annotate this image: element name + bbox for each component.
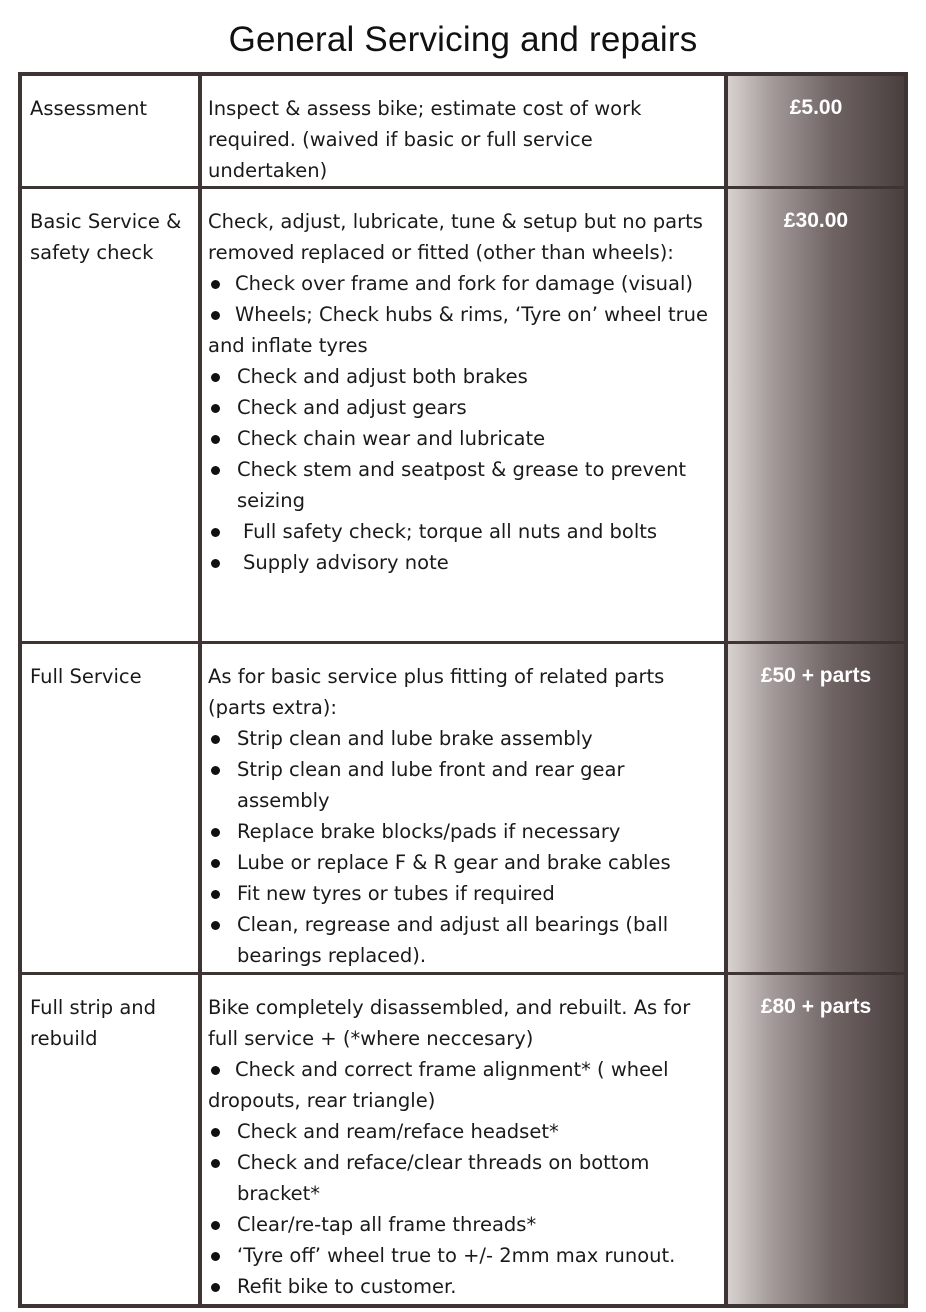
list-item: Check and reface/clear threads on bottom bracket* (208, 1147, 718, 1209)
list-item: Wheels; Check hubs & rims, ‘Tyre on’ wheel true and inflate tyres (208, 299, 718, 361)
list-item: Full safety check; torque all nuts and bolts (208, 516, 718, 547)
service-intro: As for basic service plus fitting of related parts (parts extra): (208, 665, 665, 719)
service-intro: Check, adjust, lubricate, tune & setup but no parts removed replaced or fitted (other than wheels): (208, 210, 703, 264)
service-price: £30.00 (728, 189, 904, 641)
list-item: Check stem and seatpost & grease to prevent seizing (208, 454, 718, 516)
list-item: Check over frame and fork for damage (visual) (208, 268, 718, 299)
list-item: ‘Tyre off’ wheel true to +/- 2mm max runout. (208, 1240, 718, 1271)
service-price: £5.00 (728, 76, 904, 186)
service-description (202, 975, 724, 1304)
list-item: Strip clean and lube front and rear gear assembly (208, 754, 718, 816)
list-item: Lube or replace F & R gear and brake cables (208, 847, 718, 878)
service-price-table (18, 72, 908, 1308)
list-item: Check and ream/reface headset* (208, 1116, 718, 1147)
list-item: Strip clean and lube brake assembly (208, 723, 718, 754)
list-item: Check and correct frame alignment* ( wheel dropouts, rear triangle) (208, 1054, 718, 1116)
service-intro: Bike completely disassembled, and rebuilt. As for full service + (*where neccesary) (208, 996, 691, 1050)
table-row (18, 644, 908, 972)
list-item: Clean, regrease and adjust all bearings (ball bearings replaced). (208, 909, 718, 971)
list-item: Check and adjust gears (208, 392, 718, 423)
service-bullet-list (208, 1054, 718, 1302)
service-name: Basic Service & safety check (22, 189, 198, 641)
service-price: £80 + parts (728, 975, 904, 1304)
service-intro: Inspect & assess bike; estimate cost of work required. (waived if basic or full service undertaken) (208, 97, 642, 182)
service-name: Full strip and rebuild (22, 975, 198, 1304)
table-row (18, 189, 908, 641)
list-item: Check chain wear and lubricate (208, 423, 718, 454)
list-item: Refit bike to customer. (208, 1271, 718, 1302)
service-name: Assessment (22, 76, 198, 186)
list-item: Check and adjust both brakes (208, 361, 718, 392)
service-description (202, 189, 724, 641)
page-title: General Servicing and repairs (228, 20, 698, 59)
list-item: Fit new tyres or tubes if required (208, 878, 718, 909)
service-name: Full Service (22, 644, 198, 972)
service-bullet-list (208, 268, 718, 578)
list-item: Replace brake blocks/pads if necessary (208, 816, 718, 847)
service-description (202, 644, 724, 972)
list-item: Clear/re-tap all frame threads* (208, 1209, 718, 1240)
service-description (202, 76, 724, 186)
table-row (18, 76, 908, 186)
service-price: £50 + parts (728, 644, 904, 972)
list-item: Supply advisory note (208, 547, 718, 578)
table-row (18, 975, 908, 1304)
service-bullet-list (208, 723, 718, 971)
